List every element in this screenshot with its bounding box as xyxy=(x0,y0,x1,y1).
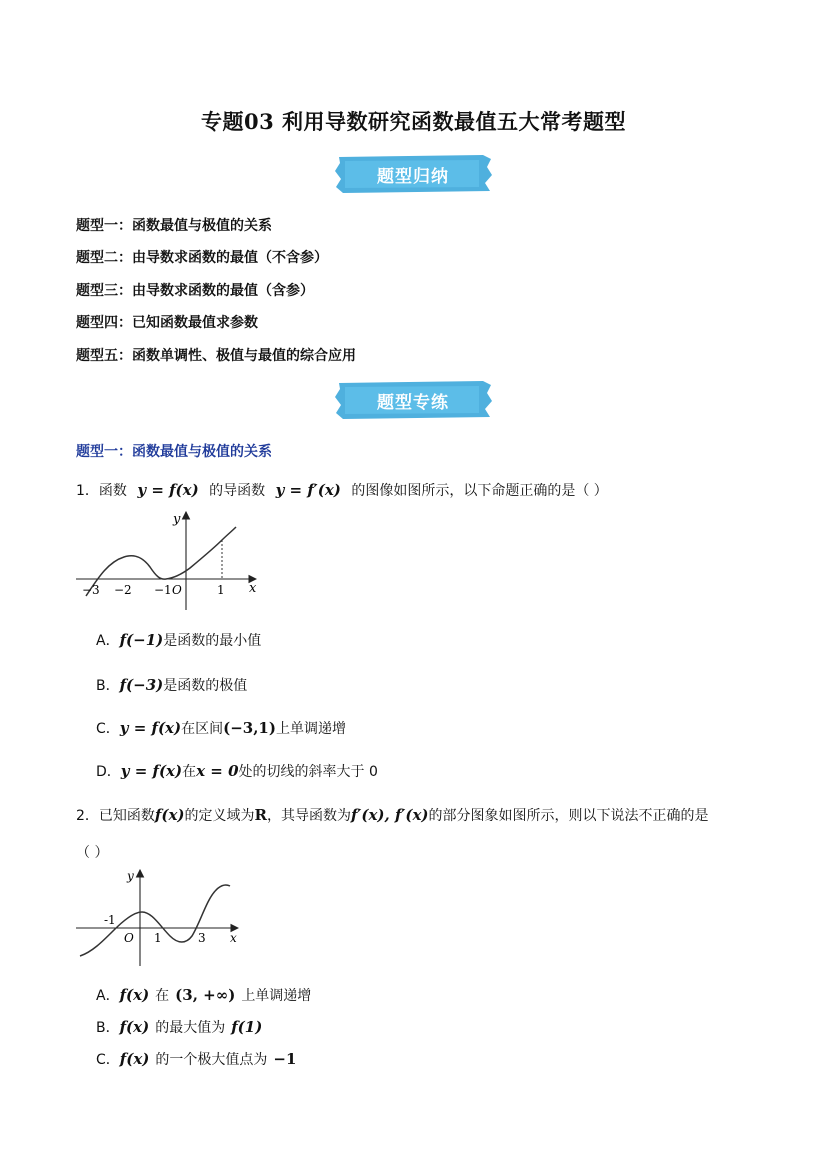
q1-deriv: y = f′(x) xyxy=(275,481,341,499)
option-text: 的最大值为 xyxy=(155,1020,226,1036)
option-text: 是函数的最小值 xyxy=(163,633,262,649)
tick-label: -1 xyxy=(104,913,116,927)
q1-option-b[interactable] xyxy=(96,675,247,695)
q2-mid1: 的定义域为 xyxy=(184,808,255,824)
tick-label: 3 xyxy=(198,931,206,945)
question-1-stem xyxy=(76,480,608,500)
practice-banner-text: 题型专练 xyxy=(377,393,449,413)
option-label: B． xyxy=(96,1020,120,1036)
origin-label: O xyxy=(124,931,134,945)
category-item: 题型四：已知函数最值求参数 xyxy=(76,315,258,331)
q2-option-a[interactable] xyxy=(96,985,311,1005)
summary-banner xyxy=(333,153,493,195)
option-math: f(x) xyxy=(119,1018,150,1036)
tick-label: −3 xyxy=(82,583,100,597)
q2-prefix: 2．已知函数 xyxy=(76,808,155,824)
option-label: D． xyxy=(96,764,121,780)
q1-func: y = f(x) xyxy=(137,481,199,499)
category-item: 题型三：由导数求函数的最值（含参） xyxy=(76,283,314,299)
q2-func: f(x) xyxy=(154,806,185,824)
option-text: 在 xyxy=(182,764,197,780)
q1-mid: 的导函数 xyxy=(209,483,266,499)
tick-label: −1 xyxy=(154,583,172,597)
option-text: 处的切线的斜率大于 0 xyxy=(238,764,378,780)
option-math: y = f(x) xyxy=(119,719,182,737)
q2-derivative-graph xyxy=(74,866,244,970)
option-math: f(x) xyxy=(119,986,150,1004)
option-math: −1 xyxy=(273,1050,297,1068)
q1-option-d[interactable] xyxy=(96,761,378,781)
option-math: (3, +∞) xyxy=(175,986,236,1004)
origin-label: O xyxy=(172,583,182,597)
q2-option-c[interactable] xyxy=(96,1049,296,1069)
option-math: x = 0 xyxy=(196,762,239,780)
option-text: 上单调递增 xyxy=(241,988,312,1004)
q2-option-b[interactable] xyxy=(96,1017,262,1037)
category-item: 题型五：函数单调性、极值与最值的综合应用 xyxy=(76,348,356,364)
q2-domain: R xyxy=(254,806,267,824)
option-text: 在区间 xyxy=(181,721,224,737)
tick-label: −2 xyxy=(114,583,132,597)
option-text: 的一个极大值点为 xyxy=(155,1052,268,1068)
option-label: C． xyxy=(96,1052,120,1068)
option-text: 是函数的极值 xyxy=(163,678,248,694)
derivative-curve xyxy=(80,885,230,956)
question-2-stem xyxy=(76,805,709,825)
q2-suffix: 的部分图象如图所示，则以下说法不正确的是 xyxy=(428,808,709,824)
x-axis-label: x xyxy=(249,581,257,596)
option-label: B． xyxy=(96,678,120,694)
section-heading: 题型一：函数最值与极值的关系 xyxy=(76,444,272,460)
option-math: f(1) xyxy=(231,1018,263,1036)
q2-answer-paren: （ ） xyxy=(76,845,109,861)
option-label: A． xyxy=(96,988,120,1004)
option-label: C． xyxy=(96,721,120,737)
y-axis-label: y xyxy=(127,869,134,883)
option-text: 在 xyxy=(155,988,170,1004)
option-math: f(−1) xyxy=(119,631,164,649)
page-title: 专题03 利用导数研究函数最值五大常考题型 xyxy=(200,109,627,134)
q1-option-c[interactable] xyxy=(96,718,346,738)
option-math: (−3,1) xyxy=(223,719,276,737)
q1-suffix: 的图像如图所示，以下命题正确的是（ ） xyxy=(351,483,608,499)
tick-label: 1 xyxy=(154,931,162,945)
summary-banner-text: 题型归纳 xyxy=(377,167,449,187)
y-axis-label: y xyxy=(173,512,181,527)
q2-deriv: f′(x), f′(x) xyxy=(350,806,429,824)
tick-label: 1 xyxy=(217,583,225,597)
x-axis-label: x xyxy=(230,931,237,945)
q1-prefix: 1．函数 xyxy=(76,483,127,499)
category-item: 题型一：函数最值与极值的关系 xyxy=(76,218,272,234)
practice-banner xyxy=(333,379,493,421)
option-math: y = f(x) xyxy=(120,762,183,780)
q1-derivative-graph xyxy=(74,506,264,614)
q1-option-a[interactable] xyxy=(96,630,261,650)
option-math: f(x) xyxy=(119,1050,150,1068)
option-text: 上单调递增 xyxy=(275,721,346,737)
option-label: A． xyxy=(96,633,120,649)
q2-mid2: ，其导函数为 xyxy=(266,808,351,824)
category-item: 题型二：由导数求函数的最值（不含参） xyxy=(76,250,328,266)
option-math: f(−3) xyxy=(119,676,164,694)
